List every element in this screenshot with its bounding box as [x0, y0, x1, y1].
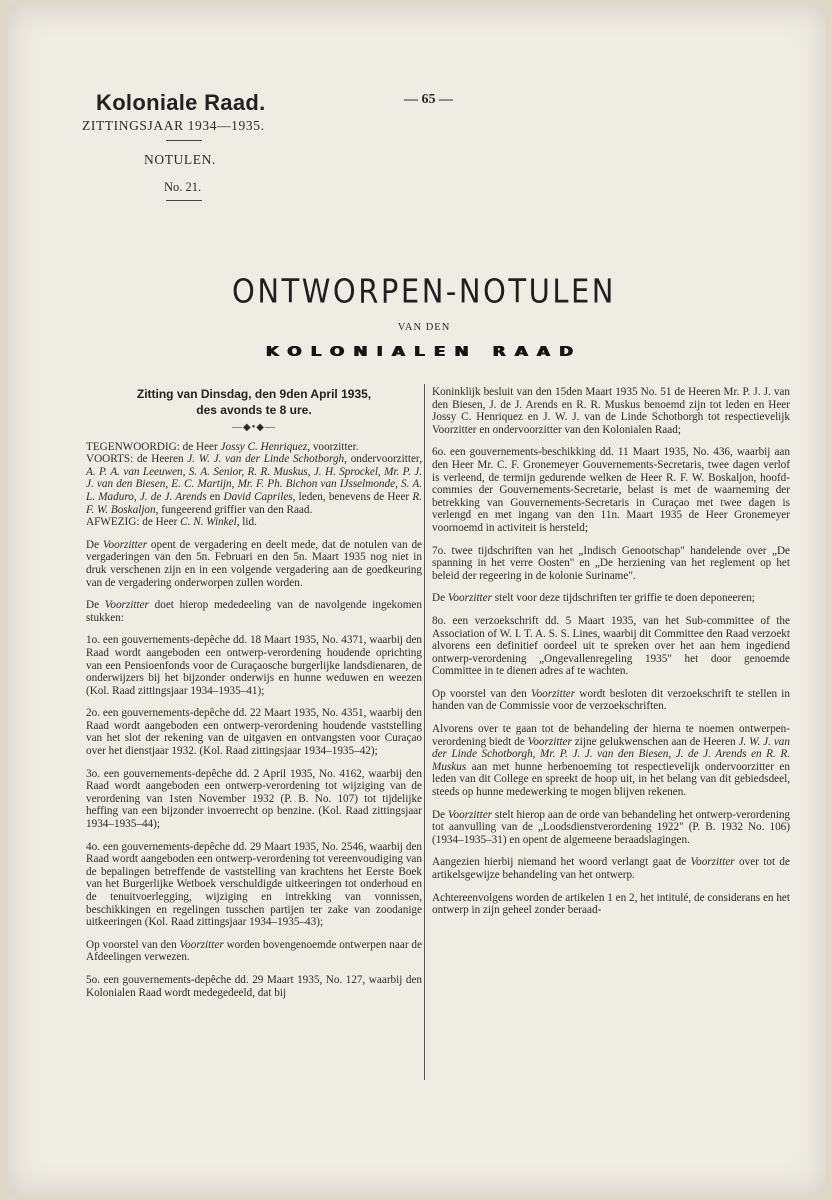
text-italic: Voorzitter	[447, 592, 492, 605]
text-italic: Jossy C. Henriquez	[220, 440, 308, 453]
text: over tot de artikelsgewijze behandeling van het ontwerp.	[432, 856, 790, 881]
paragraph-petition	[432, 688, 790, 713]
list-item-5-continued: Koninklijk besluit van den 15den Maart 1935 No. 51 de Heeren Mr. P. J. J. van den Biesen, J. de J. Arends en R. R. Muskus benoemd zijn tot leden en Heer Jossy C. Henriquez en J. W. J. van de Linde Schotborgh tot respectievelijk Voorzitter en ondervoorzitter van den Kolonialen Raad;	[432, 386, 790, 436]
text-italic: C. N. Winkel	[180, 516, 237, 529]
text: AFWEZIG: de Heer	[86, 516, 181, 529]
text: Op voorstel van den	[86, 938, 180, 951]
session-year: ZITTINGSJAAR 1934—1935.	[82, 118, 265, 133]
text-italic: R. F. W. Boskaljon	[86, 490, 422, 516]
ornament-divider: —◆•◆—	[232, 422, 276, 433]
text: VOORTS: de Heeren	[86, 453, 188, 466]
text: stelt hierop aan de orde van behandeling het ontwerp-verordening tot aanvulling van de „Loodsdienstverordening 1922" (P. B. 1932 No. 106) (1934–1935–31) en opent de algemeene beraadslagingen.	[432, 808, 791, 846]
text: De	[432, 592, 448, 605]
list-item-1: 1o. een gouvernements-depêche dd. 18 Maart 1935, No. 4371, waarbij den Raad wordt aangeboden een ontwerp-verordening houdende oprichting van een Pensioenfonds voor de Curaçaosche burgerlijke landsdienaren, de onderwijzers bij het bijzonder onderwijs en hunne weduwen en weezen (Kol. Raad zittingsjaar 1934–1935–41);	[86, 634, 422, 697]
text: , lid.	[236, 516, 257, 529]
text: De	[86, 538, 103, 551]
column-divider	[424, 384, 425, 1080]
text: aan met hunne herbenoeming tot respectievelijk ondervoorzitter en leden van dit College en spreekt de hoop uit, in het belang van dit gebiedsdeel, steeds op hunne medewerking te mogen blijven rekenen.	[432, 760, 790, 799]
council-title: Koloniale Raad.	[96, 90, 266, 115]
list-item-4: 4o. een gouvernements-depêche dd. 29 Maart 1935, No. 2546, waarbij den Raad wordt aangeboden een ontwerp-verordening tot vereenvoudiging van de bepalingen betreffende de vaststelling van krachtens het Eerste Boek van het Burgerlijke Wetboek verschuldigde uitkeeringen tot onderhoud en de tenuitvoerlegging, wijziging en intrekking van vonnissen, beschikkingen en regelingen tusschen partijen ter zake van zoodanige uitkeeringen (Kol. Raad zittingsjaar 1934–1935–43);	[86, 840, 422, 929]
sitting-heading-line-2: des avonds te 8 ure.	[196, 403, 312, 417]
notulen-number: No. 21.	[164, 180, 202, 194]
list-item-6: 6o. een gouvernements-beschikking dd. 11 Maart 1935, No. 436, waarbij aan den Heer Mr. C. F. Gronemeyer Gouvernements-Secretaris, twee dagen verlof is verleend, de termijn gedurende welken de Heer R. F. W. Boskaljon, hoofd-commies der Gouvernements-Secretarie, belast is met de waarneming der betrekking van Gouvernements-Secretaris in Curaçao met twee dagen is verlengd en met ingang van den 11n. Maart 1935 de Heer Gronemeyer voornoemd in activiteit is hersteld;	[432, 446, 790, 534]
text-italic: David Capriles	[223, 490, 293, 503]
sitting-heading	[86, 386, 422, 418]
paragraph-opening	[86, 539, 422, 589]
document-page	[8, 6, 826, 1194]
right-column	[432, 386, 790, 917]
text: , fungeerend griffier van den Raad.	[155, 503, 313, 516]
attendance-members	[86, 453, 422, 516]
text: , ondervoorzitter,	[344, 453, 422, 466]
sitting-heading-line-1: Zitting van Dinsdag, den 9den April 1935,	[136, 387, 372, 401]
paragraph-final: Achtereenvolgens worden de artikelen 1 en 2, het intitulé, de considerans en het ontwerp in zijn geheel zonder beraad-	[432, 891, 790, 917]
list-item-8: 8o. een verzoekschrift dd. 5 Maart 1935, van het Sub-committee of the Association of W. I. T. A. S. S. Lines, waarbij dit Committee den Raad verzoekt alvorens een definitief oordeel uit te spreken over het aan hem ingediend ontwerp-verordening „Ongevallenregeling 1935" het door genoemde Committee in te dienen adres af te wachten.	[432, 614, 790, 678]
header-rule-top	[166, 140, 202, 141]
list-item-7: 7o. twee tijdschriften van het „Indisch Genootschap" handelende over „De spanning in het verre Oosten" en „De herziening van het reglement op het beleid der regeering in de kolonie Suriname".	[432, 544, 790, 582]
text-italic: J. W. J. van der Linde Schotborgh, Mr. P. J. J. van den Biesen, J. de J. Arends en R. R. Muskus	[432, 735, 790, 773]
text-italic: Voorzitter	[447, 808, 493, 821]
paragraph-welcome	[432, 723, 790, 799]
text-italic: Voorzitter	[527, 735, 572, 748]
document-title: ONTWORPEN-NOTULEN	[232, 271, 616, 311]
text: doet hierop mededeeling van de navolgende ingekomen stukken:	[86, 599, 422, 624]
council-name-banner: KOLONIALEN RAAD	[265, 344, 583, 360]
attendance-absent	[86, 516, 422, 529]
text: opent de vergadering en deelt mede, dat de notulen van de vergaderingen van den 5n. Februari en den 5n. Maart 1935 nog niet in druk verschenen zijn en in een volgende vergadering aan de goedkeuring van de vergadering onderworpen zullen worden.	[86, 538, 423, 589]
left-column	[86, 386, 422, 1009]
text: , voorzitter.	[307, 440, 359, 453]
text: wordt besloten dit verzoekschrift te stellen in handen van de Commissie voor de verzoekschriften.	[432, 687, 790, 713]
paragraph-agenda	[432, 809, 790, 847]
text-italic: J. W. J. van der Linde Schotborgh	[187, 453, 345, 466]
text-italic: A. P. A. van Leeuwen, S. A. Senior, R. R. Muskus, J. H. Sprockel, Mr. P. J. J. van den Biesen, E. C. Martijn, Mr. F. Ph. Bichon van IJsselmonde, S. A. L. Maduro, J. de J. Arends	[86, 465, 422, 503]
paragraph-incoming	[86, 599, 422, 624]
text: worden bovengenoemde ontwerpen naar de Afdeelingen verwezen.	[86, 938, 422, 964]
text: en	[206, 490, 224, 503]
text: De	[86, 599, 105, 612]
text: Alvorens over te gaan tot de behandeling der hierna te noemen ontwerpen-verordening biedt de	[432, 723, 790, 748]
text: De	[432, 808, 448, 821]
paragraph-referral	[86, 939, 422, 964]
text-italic: Voorzitter	[179, 938, 224, 951]
text: Op voorstel van den	[432, 687, 531, 700]
text-italic: Voorzitter	[102, 538, 148, 551]
text: Aangezien hierbij niemand het woord verlangt gaat de	[432, 856, 691, 869]
paragraph-articles	[432, 856, 790, 881]
list-item-2: 2o. een gouvernements-depêche dd. 22 Maart 1935, No. 4351, waarbij den Raad wordt aangeboden een ontwerp-verordening houdende vaststelling van het slot der rekening van de uitgaven en ontvangsten voor Curaçao over het dienstjaar 1932. (Kol. Raad zittingsjaar 1934–1935–42);	[86, 707, 422, 758]
text: TEGENWOORDIG: de Heer	[86, 440, 221, 453]
title-van-den: VAN DEN	[397, 322, 451, 333]
paragraph-deposit	[432, 592, 790, 605]
text: , leden, benevens de Heer	[292, 490, 413, 503]
text-italic: Voorzitter	[531, 687, 576, 700]
page-number: — 65 —	[404, 92, 453, 107]
attendance-present	[86, 441, 422, 454]
list-item-3: 3o. een gouvernements-depêche dd. 2 April 1935, No. 4162, waarbij den Raad wordt aangeboden een ontwerp-verordening tot wijziging van de verordening van 1sten November 1932 (P. B. No. 107) tot tijdelijke heffing van een bijzonder invoerrecht op benzine. (Kol. Raad zittingsjaar 1934–1935–44);	[86, 767, 422, 831]
text-italic: Voorzitter	[104, 599, 149, 612]
notulen-label: NOTULEN.	[144, 152, 216, 167]
header-rule-bottom	[166, 200, 202, 201]
list-item-5: 5o. een gouvernements-depêche dd. 29 Maart 1935, No. 127, waarbij den Kolonialen Raad wordt medegedeeld, dat bij	[86, 973, 422, 999]
text-italic: Voorzitter	[690, 856, 735, 869]
text: stelt voor deze tijdschriften ter griffie te doen deponeeren;	[491, 592, 755, 605]
text: zijne gelukwenschen aan de Heeren	[571, 735, 739, 748]
